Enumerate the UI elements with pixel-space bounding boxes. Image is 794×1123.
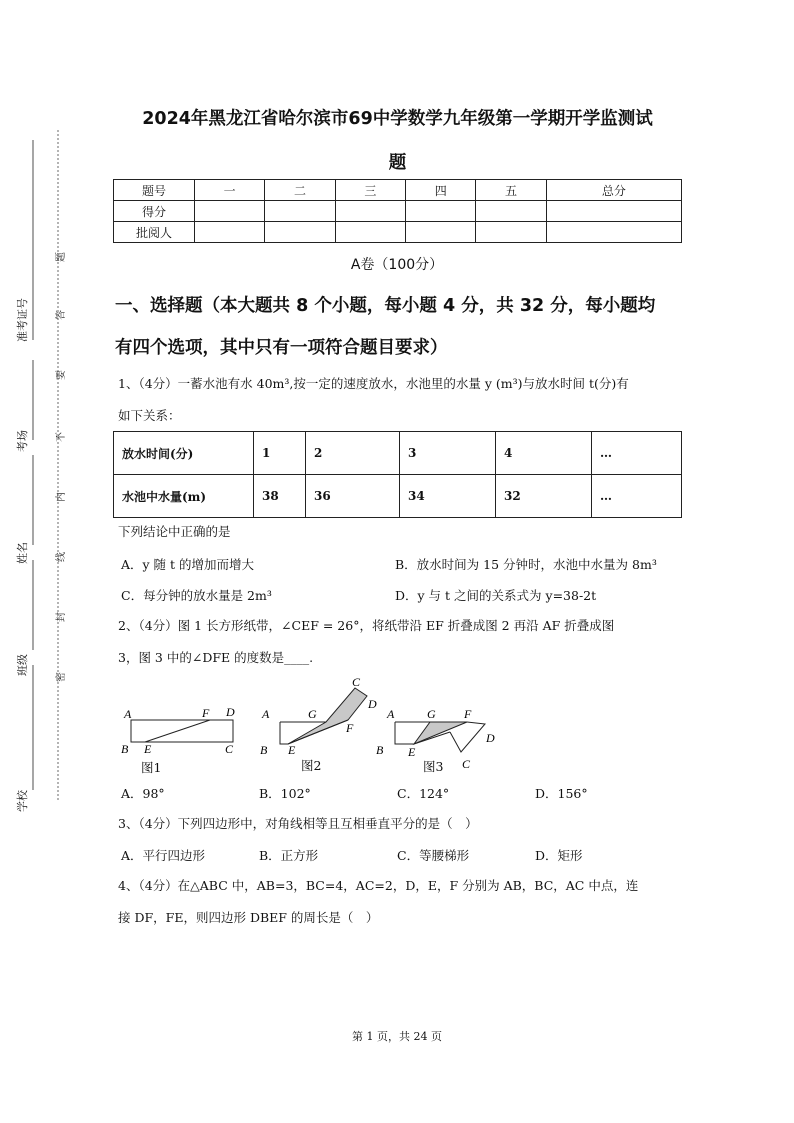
table-cell: 2 <box>306 432 400 475</box>
label-name: 姓名 <box>16 542 29 564</box>
label-exam-room: 考场 <box>16 430 29 452</box>
svg-text:G: G <box>427 707 436 721</box>
seal-char: 题 <box>56 252 67 262</box>
score-cell <box>476 201 546 222</box>
score-header: 题号 <box>114 180 195 201</box>
question-3-stem: 3、（4分）下列四边形中，对角线相等且互相垂直平分的是（ ） <box>118 816 478 831</box>
q1-stem-line-1: 1、（4分）一蓄水池有水 40m³,按一定的速度放水，水池里的水量 y (m³)与放水时间 t(分)有 <box>118 376 629 391</box>
score-cell <box>265 201 335 222</box>
page-title <box>110 97 685 185</box>
table-cell: 放水时间(分) <box>114 432 254 475</box>
svg-text:C: C <box>462 757 471 771</box>
score-header: 二 <box>265 180 335 201</box>
svg-text:C: C <box>352 675 361 689</box>
score-cell <box>195 201 265 222</box>
table-cell: 水池中水量(m) <box>114 475 254 518</box>
score-header: 一 <box>195 180 265 201</box>
binding-strip <box>0 0 80 1123</box>
q2-option-d: D．156° <box>535 786 588 801</box>
binding-lines <box>0 0 80 1123</box>
score-header: 五 <box>476 180 546 201</box>
table-cell: … <box>592 475 682 518</box>
score-cell <box>406 201 476 222</box>
table-cell: 36 <box>306 475 400 518</box>
label-class: 班级 <box>16 654 29 676</box>
svg-text:E: E <box>144 742 152 756</box>
score-cell <box>546 222 681 243</box>
score-cell <box>406 222 476 243</box>
q3-option-c: C．等腰梯形 <box>397 848 470 863</box>
table-cell: 3 <box>400 432 496 475</box>
question-4-stem <box>118 874 688 930</box>
table-cell: 34 <box>400 475 496 518</box>
svg-text:A: A <box>262 707 270 721</box>
q2-stem-line-1: 2、（4分）图 1 长方形纸带，∠CEF = 26°，将纸带沿 EF 折叠成图 2 再沿 AF 折叠成图 <box>118 618 615 633</box>
section-heading-line-2: 有四个选项，其中只有一项符合题目要求） <box>115 338 448 358</box>
table-row <box>114 432 682 475</box>
score-row-label: 得分 <box>114 201 195 222</box>
q1-option-d: D．y 与 t 之间的关系式为 y=38-2t <box>395 588 597 603</box>
section-heading-line-1: 一、选择题（本大题共 8 个小题，每小题 4 分，共 32 分，每小题均 <box>115 296 656 316</box>
score-header: 总分 <box>546 180 681 201</box>
seal-char: 密 <box>56 672 67 682</box>
page-footer: 第 1 页，共 24 页 <box>352 1030 442 1043</box>
fig-caption-3: 图3 <box>423 759 444 774</box>
score-header: 三 <box>335 180 405 201</box>
q1-option-a: A．y 随 t 的增加而增大 <box>121 557 255 572</box>
title-line-1: 2024年黑龙江省哈尔滨市69中学数学九年级第一学期开学监测试 <box>142 109 653 129</box>
question-1-stem <box>118 372 688 428</box>
svg-text:F: F <box>464 707 472 721</box>
seal-char: 要 <box>56 370 67 380</box>
seal-char: 内 <box>56 492 67 502</box>
table-cell: 38 <box>254 475 306 518</box>
table-cell: … <box>592 432 682 475</box>
q1-option-c: C．每分钟的放水量是 2m³ <box>121 588 272 603</box>
q4-stem-line-2: 接 DF，FE，则四边形 DBEF 的周长是（ ） <box>118 910 379 925</box>
question-2-stem <box>118 614 688 670</box>
svg-text:A: A <box>124 707 132 721</box>
q1-stem-line-2: 如下关系： <box>118 408 181 423</box>
seal-char: 不 <box>56 432 67 442</box>
section-heading <box>115 288 695 366</box>
svg-text:C: C <box>225 742 234 756</box>
score-cell <box>335 222 405 243</box>
score-header: 四 <box>406 180 476 201</box>
table-cell: 4 <box>496 432 592 475</box>
figure-1 <box>121 705 235 756</box>
q3-option-b: B．正方形 <box>259 848 319 863</box>
score-cell <box>265 222 335 243</box>
fig-caption-2: 图2 <box>301 758 322 773</box>
score-table <box>113 179 682 243</box>
svg-text:B: B <box>121 742 129 756</box>
table-row <box>114 475 682 518</box>
svg-text:D: D <box>368 697 377 711</box>
svg-text:B: B <box>376 743 384 757</box>
q2-option-b: B．102° <box>259 786 311 801</box>
figure-2 <box>260 675 377 757</box>
score-cell <box>476 222 546 243</box>
q4-stem-line-1: 4、（4分）在△ABC 中，AB=3，BC=4，AC=2，D，E，F 分别为 AB，BC，AC 中点，连 <box>118 878 639 893</box>
svg-text:G: G <box>308 707 317 721</box>
paper-section-a: A卷（100分） <box>350 257 444 273</box>
svg-text:B: B <box>260 743 268 757</box>
seal-char: 线 <box>56 552 67 562</box>
svg-text:A: A <box>387 707 395 721</box>
q2-option-a: A．98° <box>121 786 165 801</box>
svg-text:D: D <box>226 705 235 719</box>
q3-option-a: A．平行四边形 <box>121 848 206 863</box>
svg-text:D: D <box>486 731 495 745</box>
title-line-2: 题 <box>388 153 407 173</box>
svg-text:F: F <box>202 706 210 720</box>
score-cell <box>546 201 681 222</box>
score-row <box>114 222 682 243</box>
svg-text:E: E <box>408 745 416 759</box>
seal-char: 封 <box>56 612 67 622</box>
score-header-row <box>114 180 682 201</box>
q2-option-c: C．124° <box>397 786 450 801</box>
seal-char: 答 <box>56 310 67 320</box>
q1-data-table <box>113 431 682 518</box>
table-cell: 1 <box>254 432 306 475</box>
table-cell: 32 <box>496 475 592 518</box>
svg-text:F: F <box>346 721 354 735</box>
q3-option-d: D．矩形 <box>535 848 583 863</box>
score-cell <box>335 201 405 222</box>
score-row-label: 批阅人 <box>114 222 195 243</box>
score-cell <box>195 222 265 243</box>
q1-option-b: B．放水时间为 15 分钟时，水池中水量为 8m³ <box>395 557 657 572</box>
fig-caption-1: 图1 <box>141 760 162 775</box>
q2-stem-line-2: 3，图 3 中的∠DFE 的度数是____. <box>118 650 314 665</box>
label-school: 学校 <box>16 790 29 812</box>
svg-text:E: E <box>288 743 296 757</box>
q1-prompt: 下列结论中正确的是 <box>118 524 231 539</box>
score-row <box>114 201 682 222</box>
label-exam-number: 准考证号 <box>16 298 29 342</box>
